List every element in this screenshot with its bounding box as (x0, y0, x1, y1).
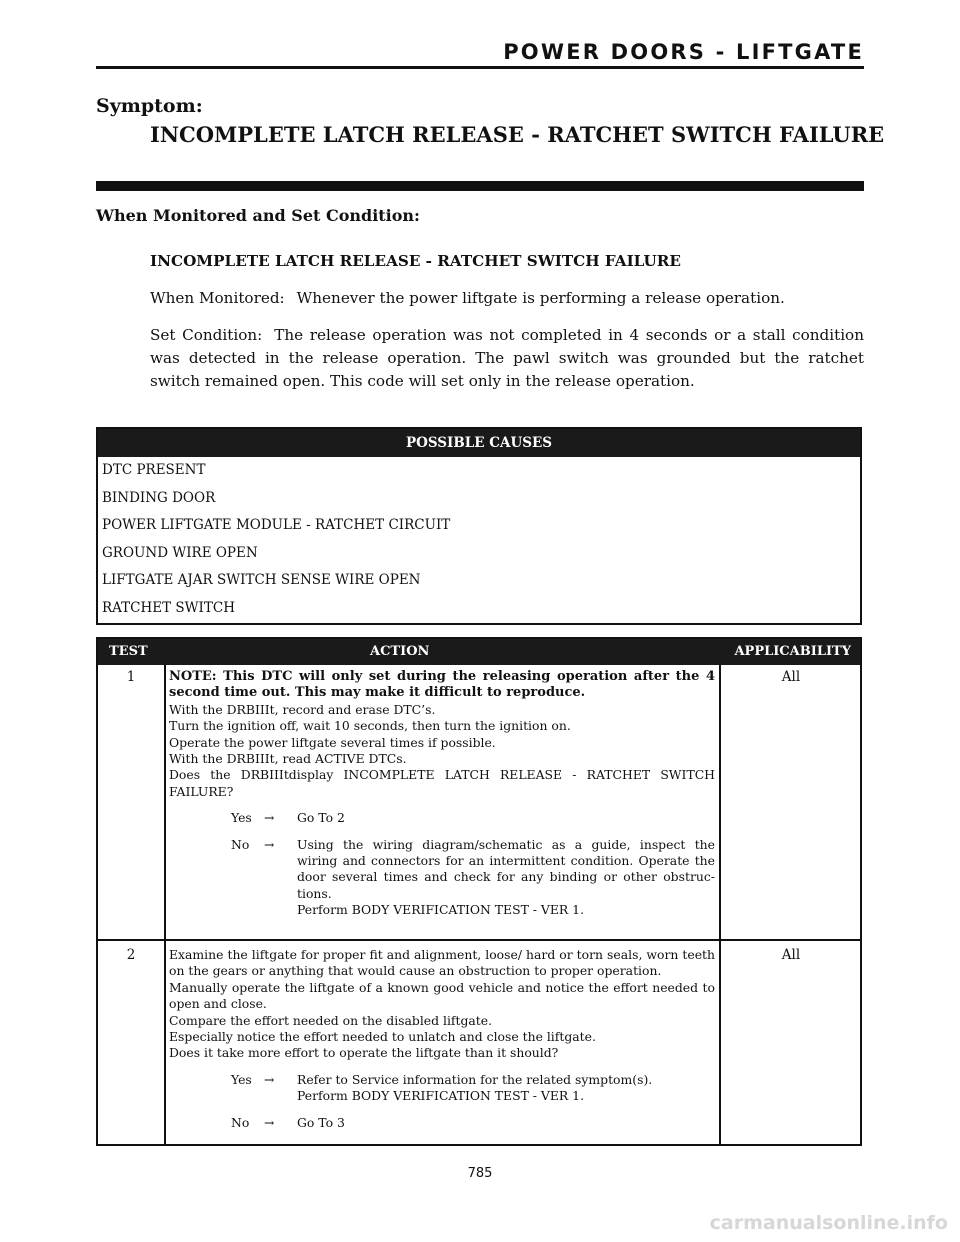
when-text: Whenever the power liftgate is performing a release operation. (296, 289, 785, 307)
applicability-column-header: APPLICABILITY (734, 644, 851, 659)
test-table (96, 637, 862, 1146)
set-label: Set Condition: (150, 326, 263, 344)
test-action (169, 669, 715, 919)
test-action (169, 947, 715, 1131)
test-step: With the DRBIIIt, record and erase DTC’s. (169, 701, 436, 717)
set-condition (150, 324, 864, 393)
test-table-header (98, 639, 860, 665)
test-step: Turn the ignition off, wait 10 seconds, then turn the ignition on. (169, 718, 571, 734)
test-applicability: All (781, 669, 801, 685)
no-branch (169, 1115, 715, 1131)
yes-label: Yes (231, 1071, 252, 1087)
test-step: Manually operate the liftgate of a known good vehicle and notice the effort needed to open and close. (169, 979, 715, 1012)
set-text: The release operation was not completed in 4 seconds or a stall condition was detected in the release operation. The pawl switch was grounded but the ratchet switch remained open. This code will set only in the release operation. (150, 326, 864, 390)
watermark: carmanualsonline.info (709, 1212, 948, 1234)
header-divider (96, 66, 864, 69)
when-monitored (150, 287, 864, 310)
test-step: Operate the power liftgate several times if possible. (169, 734, 496, 750)
test-step: Especially notice the effort needed to unlatch and close the liftgate. (169, 1029, 596, 1045)
no-branch (169, 837, 715, 919)
no-result: Go To 3 (297, 1114, 345, 1130)
test-step: With the DRBIIIt, read ACTIVE DTCs. (169, 751, 407, 767)
test-step: Does the DRBIIItdisplay INCOMPLETE LATCH RELEASE - RATCHET SWITCH FAILURE? (169, 767, 715, 799)
symptom-label: Symptom: (96, 95, 203, 117)
yes-result: Refer to Service information for the related symptom(s). (297, 1071, 653, 1087)
test-number: 1 (126, 669, 136, 685)
no-result-followup: Perform BODY VERIFICATION TEST - VER 1. (297, 902, 585, 918)
test-step: Does it take more effort to operate the liftgate than it should? (169, 1045, 559, 1061)
arrow-icon: → (264, 810, 275, 826)
row-divider (98, 939, 860, 941)
test-step: Examine the liftgate for proper fit and alignment, loose/ hard or torn seals, worn teeth on the gears or anything that would cause an obstruction to proper operation. (169, 947, 715, 979)
yes-label: Yes (231, 810, 252, 826)
test-column-header: TEST (109, 644, 148, 659)
action-column-header: ACTION (370, 644, 430, 659)
possible-causes-header: POSSIBLE CAUSES (98, 429, 860, 457)
symptom-title: INCOMPLETE LATCH RELEASE - RATCHET SWITCH FAILURE (150, 122, 885, 147)
test-note: NOTE: This DTC will only set during the releasing operation after the 4 second time out. This may make it difficult to reproduce. (169, 669, 715, 701)
section-title: POWER DOORS - LIFTGATE (503, 40, 864, 64)
yes-branch (169, 1072, 715, 1105)
yes-branch (169, 810, 715, 826)
monitored-heading: When Monitored and Set Condition: (96, 206, 420, 225)
when-label: When Monitored: (150, 289, 285, 307)
no-label: No (231, 1114, 250, 1130)
no-result: Using the wiring diagram/schematic as a guide, inspect the wiring and connectors for an intermittent condition. Operate the door several times and check for any binding or other obstruc-tions. (297, 836, 715, 901)
symptom-divider (96, 181, 864, 191)
yes-result: Go To 2 (297, 810, 345, 826)
arrow-icon: → (264, 1114, 275, 1130)
dtc-name: INCOMPLETE LATCH RELEASE - RATCHET SWITCH FAILURE (150, 252, 681, 270)
test-number: 2 (126, 947, 136, 963)
test-applicability: All (781, 947, 801, 963)
possible-causes-table (96, 427, 862, 625)
cause-item: GROUND WIRE OPEN (102, 544, 258, 561)
page-number: 785 (467, 1166, 493, 1181)
yes-result-followup: Perform BODY VERIFICATION TEST - VER 1. (297, 1088, 585, 1104)
cause-item: LIFTGATE AJAR SWITCH SENSE WIRE OPEN (102, 572, 421, 589)
cause-item: BINDING DOOR (102, 489, 216, 506)
test-step: Compare the effort needed on the disabled liftgate. (169, 1012, 493, 1028)
column-divider (164, 665, 166, 1144)
arrow-icon: → (264, 1071, 275, 1087)
column-divider (719, 665, 721, 1144)
no-label: No (231, 836, 250, 852)
arrow-icon: → (264, 836, 275, 852)
cause-item: DTC PRESENT (102, 462, 206, 478)
cause-item: RATCHET SWITCH (102, 599, 235, 616)
monitored-block (150, 250, 864, 407)
cause-item: POWER LIFTGATE MODULE - RATCHET CIRCUIT (102, 517, 451, 534)
